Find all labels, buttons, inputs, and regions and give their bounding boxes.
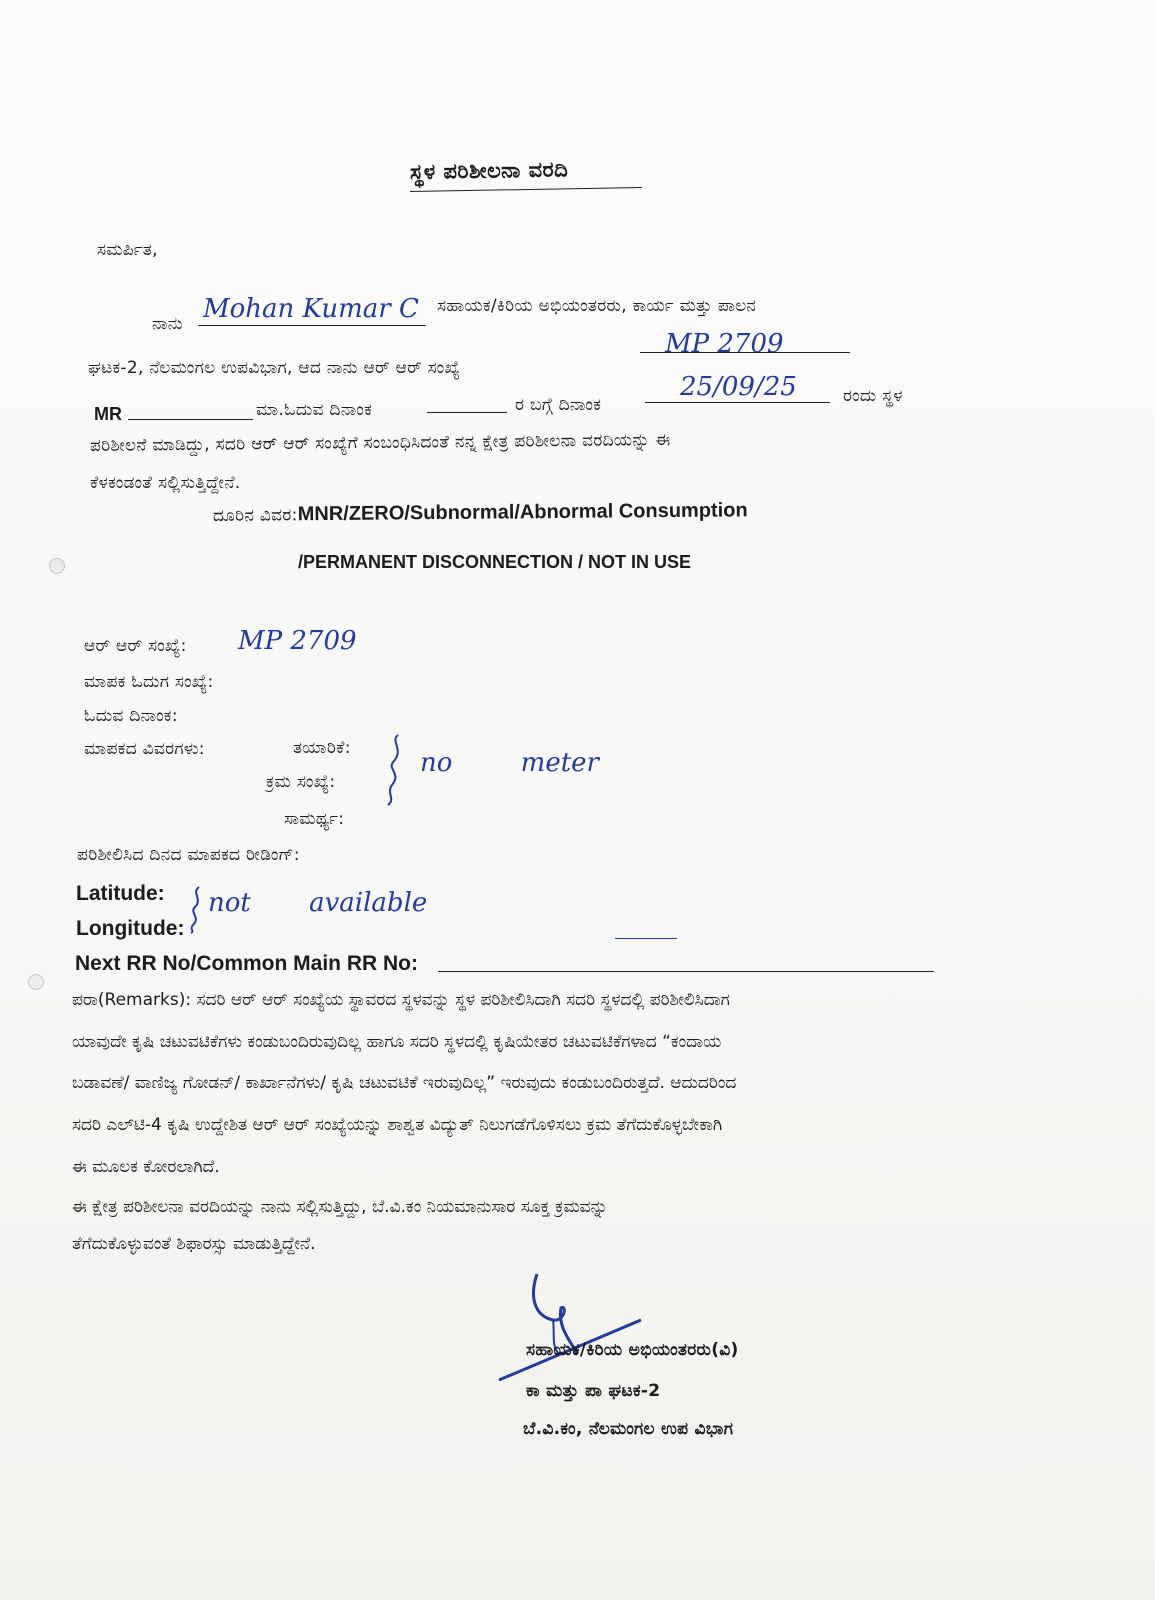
complaint-types: MNR/ZERO/Subnormal/Abnormal Consumption bbox=[297, 499, 748, 526]
meter-details-label: ಮಾಪಕದ ವಿವರಗಳು: bbox=[84, 739, 205, 759]
latitude-label: Latitude: bbox=[76, 882, 165, 905]
mr-label: MR bbox=[94, 404, 122, 424]
brace-mark bbox=[380, 733, 410, 807]
para1-designation: ಸಹಾಯಕ/ಕಿರಿಯ ಅಭಿಯಂತರರು, ಕಾರ್ಯ ಮತ್ತು ಪಾಲನ bbox=[437, 296, 757, 316]
title-underline bbox=[410, 187, 642, 192]
mr-underline bbox=[128, 419, 253, 420]
salutation: ಸಮರ್ಪಿತ, bbox=[97, 240, 158, 260]
signatory-designation: ಸಹಾಯಕ/ಕಿರಿಯ ಅಭಿಯಂತರರು(ವಿ) bbox=[526, 1340, 739, 1360]
remarks-line-2: ಯಾವುದೇ ಕೃಷಿ ಚಟುವಟಿಕೆಗಳು ಕಂಡುಬಂದಿರುವುದಿಲ್ಲ ಹಾಗೂ ಸದರಿ ಸ್ಥಳದಲ್ಲಿ ಕೃಷಿಯೇತರ ಚಟುವಟಿಕೆಗಳಾದ “ಕಂದಾಯ bbox=[72, 1032, 722, 1052]
complaint-label: ದೂರಿನ ವಿವರ: bbox=[212, 505, 298, 526]
para3-after: ರ ಬಗ್ಗೆ ದಿನಾಂಕ bbox=[515, 395, 602, 415]
closing-line-1: ಈ ಕ್ಷೇತ್ರ ಪರಿಶೀಲನಾ ವರದಿಯನ್ನು ನಾನು ಸಲ್ಲಿಸುತ್ತಿದ್ದು, ಬೆ.ವಿ.ಕಂ ನಿಯಮಾನುಸಾರ ಸೂಕ್ತ ಕ್ರಮವನ್ನು bbox=[72, 1197, 608, 1217]
closing-line-2: ತೆಗೆದುಕೊಳ್ಳುವಂತೆ ಶಿಫಾರಸ್ಸು ಮಾಡುತ್ತಿದ್ದೇನೆ. bbox=[72, 1234, 316, 1254]
remarks-line-1: ಪರಾ(Remarks): ಸದರಿ ಆರ್ ಆರ್ ಸಂಖ್ಯೆಯ ಸ್ಥಾವರದ ಸ್ಥಳವನ್ನು ಸ್ಥಳ ಪರಿಶೀಲಿಸಿದಾಗಿ ಸದರಿ ಸ್ಥಳದಲ್ಲಿ ಪರಿಶೀಲಿಸಿದಾಗ bbox=[72, 990, 730, 1010]
remarks-line-4: ಸದರಿ ಎಲ್‌ಟಿ-4 ಕೃಷಿ ಉದ್ದೇಶಿತ ಆರ್ ಆರ್ ಸಂಖ್ಯೆಯನ್ನು ಶಾಶ್ವತ ವಿದ್ಯುತ್ ನಿಲುಗಡೆಗೊಳಿಸಲು ಕ್ರಮ ತೆಗೆದುಕೊಳ್ಳಬೇಕಾಗಿ bbox=[72, 1115, 723, 1135]
signatory-unit: ಕಾ ಮತ್ತು ಪಾ ಘಟಕ-2 bbox=[526, 1381, 661, 1401]
serial-label: ಕ್ರಮ ಸಂಖ್ಯೆ: bbox=[266, 772, 336, 792]
hole-punch-mark bbox=[28, 974, 44, 990]
meter-details-handwritten: no meter bbox=[420, 748, 599, 778]
next-rr-label: Next RR No/Common Main RR No: bbox=[75, 952, 418, 975]
make-label: ತಯಾರಿಕೆ: bbox=[293, 738, 351, 758]
pen-stroke bbox=[615, 938, 677, 939]
para2-text: ಘಟಕ-2, ನೆಲಮಂಗಲ ಉಪವಿಭಾಗ, ಆದ ನಾನು ಆರ್ ಆರ್ ಸಂಖ್ಯೆ bbox=[88, 358, 461, 378]
para5: ಕೆಳಕಂಡಂತೆ ಸಲ್ಲಿಸುತ್ತಿದ್ದೇನೆ. bbox=[90, 473, 241, 493]
reading-on-day-label: ಪರಿಶೀಲಿಸಿದ ದಿನದ ಮಾಪಕದ ರೀಡಿಂಗ್: bbox=[77, 845, 300, 865]
rr-underline bbox=[640, 352, 850, 353]
capacity-label: ಸಾಮರ್ಥ್ಯ: bbox=[284, 809, 345, 829]
document-title: ಸ್ಥಳ ಪರಿಶೀಲನಾ ವರದಿ bbox=[409, 157, 569, 184]
remarks-line-3: ಬಡಾವಣೆ/ ವಾಣಿಜ್ಯ ಗೋಡನ್/ ಕಾರ್ಖಾನೆಗಳು/ ಕೃಷಿ ಚಟುವಟಿಕೆ ಇರುವುದಿಲ್ಲ” ಇರುವುದು ಕಂಡುಬಂದಿರುತ್ತದೆ. ಆದುದರಿಂದ bbox=[72, 1073, 737, 1093]
handwritten-signature bbox=[495, 1268, 655, 1388]
hole-punch-mark bbox=[49, 558, 65, 574]
rr-field-label: ಆರ್ ಆರ್ ಸಂಖ್ಯೆ: bbox=[84, 636, 187, 656]
reading-date-text: ಮಾ.ಓದುವ ದಿನಾಂಕ bbox=[256, 400, 373, 420]
inspection-date-handwritten: 25/09/25 bbox=[680, 372, 797, 402]
brace-mark bbox=[185, 885, 209, 935]
rr-field-value-handwritten: MP 2709 bbox=[238, 626, 357, 656]
reading-date-underline bbox=[427, 412, 507, 413]
latlong-handwritten: not available bbox=[208, 888, 428, 918]
name-underline bbox=[198, 325, 426, 326]
para4: ಪರಿಶೀಲನೆ ಮಾಡಿದ್ದು, ಸದರಿ ಆರ್ ಆರ್ ಸಂಖ್ಯೆಗೆ ಸಂಬಂಧಿಸಿದಂತೆ ನನ್ನ ಕ್ಷೇತ್ರ ಪರಿಶೀಲನಾ ವರದಿಯನ್ನು ಈ bbox=[89, 429, 671, 456]
complaint-line-2: /PERMANENT DISCONNECTION / NOT IN USE bbox=[298, 552, 692, 572]
rr-number-handwritten: MP 2709 bbox=[665, 329, 784, 359]
remarks-line-5: ಈ ಮೂಲಕ ಕೋರಲಾಗಿದೆ. bbox=[72, 1157, 220, 1177]
meter-reader-label: ಮಾಪಕ ಓದುಗ ಸಂಖ್ಯೆ: bbox=[84, 672, 214, 692]
reading-date-label: ಓದುವ ದಿನಾಂಕ: bbox=[84, 706, 178, 726]
para1-prefix: ನಾನು bbox=[152, 314, 183, 334]
para3-end: ರಂದು ಸ್ಥಳ bbox=[843, 386, 903, 406]
officer-name-handwritten: Mohan Kumar C bbox=[203, 294, 419, 324]
date-underline bbox=[645, 402, 830, 403]
longitude-label: Longitude: bbox=[76, 917, 185, 940]
complaint-line-1 bbox=[213, 499, 748, 527]
signatory-office: ಬೆ.ವಿ.ಕಂ, ನೆಲಮಂಗಲ ಉಪ ವಿಭಾಗ bbox=[523, 1419, 734, 1439]
next-rr-underline bbox=[438, 971, 934, 972]
